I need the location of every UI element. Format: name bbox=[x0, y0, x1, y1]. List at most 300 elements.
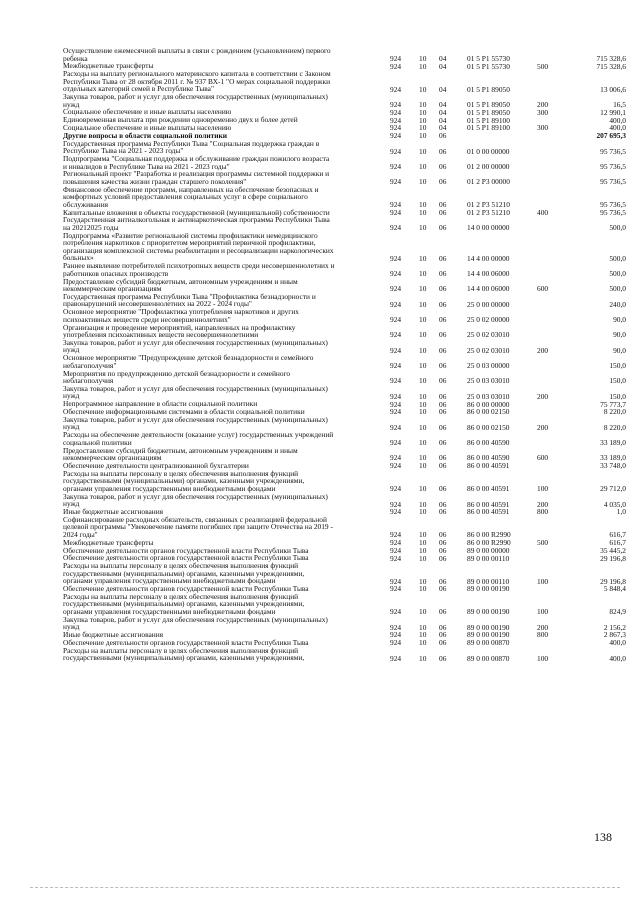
table-row bbox=[0, 293, 639, 308]
row-subsection-code: 06 bbox=[439, 530, 447, 540]
row-subsection-code: 06 bbox=[439, 207, 447, 217]
row-expense-type: 400 bbox=[537, 207, 549, 217]
row-section-code: 10 bbox=[419, 376, 427, 386]
row-subsection-code: 06 bbox=[439, 407, 447, 417]
row-ved-code: 924 bbox=[390, 638, 402, 648]
row-ved-code: 924 bbox=[390, 84, 402, 94]
row-amount: 400,0 bbox=[609, 653, 626, 663]
row-name: Закупка товаров, работ и услуг для обеспечения государственных (муниципальных) нужд bbox=[63, 414, 328, 432]
row-target-article: 89 0 00 00870 bbox=[467, 653, 510, 663]
row-target-article: 89 0 00 00870 bbox=[467, 638, 510, 648]
row-subsection-code: 06 bbox=[439, 131, 447, 141]
row-expense-type: 200 bbox=[537, 499, 549, 509]
row-target-article: 01 0 00 00000 bbox=[467, 146, 510, 156]
table-row bbox=[0, 186, 639, 209]
row-name: Мероприятия по предупреждению детской безнадзорности и семейного неблагополучия bbox=[63, 368, 291, 386]
row-ved-code: 924 bbox=[390, 269, 402, 278]
row-amount: 13 006,6 bbox=[600, 84, 626, 94]
row-ved-code: 924 bbox=[390, 330, 402, 340]
row-section-code: 10 bbox=[419, 330, 427, 340]
row-name: Закупка товаров, работ и услуг для обеспечения государственных (муниципальных) нужд bbox=[63, 383, 328, 401]
row-subsection-code: 06 bbox=[439, 607, 447, 617]
row-expense-type: 100 bbox=[537, 653, 549, 663]
row-subsection-code: 06 bbox=[439, 538, 447, 548]
row-subsection-code: 06 bbox=[439, 584, 447, 594]
row-target-article: 89 0 00 00190 bbox=[467, 630, 510, 640]
row-subsection-code: 04 bbox=[439, 123, 447, 133]
row-subsection-code: 06 bbox=[439, 653, 447, 663]
row-section-code: 10 bbox=[419, 269, 427, 278]
row-target-article: 01 2 P3 00000 bbox=[467, 177, 510, 187]
table-row bbox=[0, 324, 639, 339]
table-row bbox=[0, 493, 639, 508]
row-ved-code: 924 bbox=[390, 123, 402, 133]
row-section-code: 10 bbox=[419, 131, 427, 141]
row-name: Осуществление ежемесячной выплаты в связи с рождением (усыновлением) первого ребенка bbox=[63, 46, 331, 63]
row-target-article: 86 0 00 40591 bbox=[467, 507, 510, 517]
row-amount: 29 712,0 bbox=[600, 484, 626, 494]
row-amount: 2 156,2 bbox=[603, 622, 626, 632]
row-section-code: 10 bbox=[419, 553, 427, 563]
row-amount: 824,9 bbox=[609, 607, 626, 617]
row-target-article: 86 0 00 R2990 bbox=[467, 538, 511, 548]
row-section-code: 10 bbox=[419, 177, 427, 187]
row-ved-code: 924 bbox=[390, 538, 402, 548]
row-ved-code: 924 bbox=[390, 630, 402, 640]
row-section-code: 10 bbox=[419, 607, 427, 617]
row-name: Государственная антиалкогольная и антинаркотическая программа Республики Тыва на 20212025 годы bbox=[63, 215, 330, 232]
row-ved-code: 924 bbox=[390, 438, 402, 448]
row-expense-type: 200 bbox=[537, 422, 549, 432]
row-amount: 95 736,5 bbox=[600, 146, 626, 156]
row-amount: 715 328,6 bbox=[596, 61, 626, 71]
row-subsection-code: 06 bbox=[439, 223, 447, 233]
row-expense-type: 100 bbox=[537, 484, 549, 494]
row-ved-code: 924 bbox=[390, 584, 402, 594]
row-ved-code: 924 bbox=[390, 507, 402, 517]
row-name: Капитальные вложения в объекты государственной (муниципальной) собственности bbox=[63, 207, 330, 217]
row-target-article: 25 0 00 00000 bbox=[467, 299, 510, 309]
row-section-code: 10 bbox=[419, 146, 427, 156]
row-section-code: 10 bbox=[419, 438, 427, 448]
row-ved-code: 924 bbox=[390, 161, 402, 171]
row-section-code: 10 bbox=[419, 207, 427, 217]
row-subsection-code: 06 bbox=[439, 399, 447, 409]
table-row bbox=[0, 170, 639, 185]
row-name: Другие вопросы в области социальной политики bbox=[63, 130, 228, 140]
table-row bbox=[0, 516, 639, 539]
row-section-code: 10 bbox=[419, 538, 427, 548]
row-subsection-code: 04 bbox=[439, 84, 447, 94]
row-amount: 150,0 bbox=[609, 376, 626, 386]
row-section-code: 10 bbox=[419, 200, 427, 210]
row-subsection-code: 06 bbox=[439, 361, 447, 371]
row-section-code: 10 bbox=[419, 422, 427, 432]
row-amount: 715 328,6 bbox=[596, 53, 626, 63]
row-ved-code: 924 bbox=[390, 299, 402, 309]
table-row bbox=[0, 354, 639, 369]
row-amount: 35 445,2 bbox=[600, 545, 626, 555]
row-target-article: 25 0 03 00000 bbox=[467, 361, 510, 371]
row-section-code: 10 bbox=[419, 99, 427, 109]
row-name: Обеспечение деятельности органов государственной власти Республики Тыва bbox=[63, 553, 309, 563]
row-amount: 29 196,8 bbox=[600, 576, 626, 586]
row-target-article: 01 5 P1 89100 bbox=[467, 115, 510, 125]
row-ved-code: 924 bbox=[390, 53, 402, 63]
table-row bbox=[0, 370, 639, 385]
row-ved-code: 924 bbox=[390, 576, 402, 586]
row-ved-code: 924 bbox=[390, 453, 402, 463]
table-row bbox=[0, 416, 639, 431]
row-name: Закупка товаров, работ и услуг для обеспечения государственных (муниципальных) нужд bbox=[63, 337, 328, 355]
row-target-article: 89 0 00 00190 bbox=[467, 607, 510, 617]
row-target-article: 86 0 00 00000 bbox=[467, 399, 510, 409]
row-target-article: 01 2 P3 51210 bbox=[467, 200, 510, 210]
row-target-article: 01 5 P1 89050 bbox=[467, 99, 510, 109]
row-subsection-code: 06 bbox=[439, 422, 447, 432]
row-target-article: 01 2 P3 51210 bbox=[467, 207, 510, 217]
row-name: Предоставление субсидий бюджетным, автономным учреждениям и иным некоммерческим организациям bbox=[63, 445, 298, 463]
row-amount: 90,0 bbox=[613, 315, 626, 325]
row-ved-code: 924 bbox=[390, 607, 402, 617]
row-name: Региональный проект "Разработка и реализация программы системной поддержки и повышения качества жизни граждан старшего поколения" bbox=[63, 169, 330, 186]
row-subsection-code: 06 bbox=[439, 484, 447, 494]
row-expense-type: 200 bbox=[537, 622, 549, 632]
row-subsection-code: 06 bbox=[439, 576, 447, 586]
row-target-article: 14 4 00 00000 bbox=[467, 253, 510, 263]
row-subsection-code: 06 bbox=[439, 630, 447, 640]
row-name: Расходы на обеспечение деятельности (оказание услуг) государственных учреждений социальной политики bbox=[63, 430, 334, 447]
row-amount: 8 220,0 bbox=[603, 422, 626, 432]
row-name: Непрограммное направление в области социальной политики bbox=[63, 399, 258, 409]
row-name: Социальное обеспечение и иные выплаты населению bbox=[63, 107, 232, 117]
row-target-article: 86 0 00 40590 bbox=[467, 453, 510, 463]
row-amount: 33 189,0 bbox=[600, 438, 626, 448]
row-amount: 500,0 bbox=[609, 253, 626, 263]
row-ved-code: 924 bbox=[390, 315, 402, 325]
row-amount: 4 035,0 bbox=[603, 499, 626, 509]
row-subsection-code: 04 bbox=[439, 99, 447, 109]
row-ved-code: 924 bbox=[390, 61, 402, 71]
row-ved-code: 924 bbox=[390, 622, 402, 632]
table-row bbox=[0, 447, 639, 462]
table-row bbox=[0, 216, 639, 231]
row-name: Обеспечение деятельности централизованной бухгалтерии bbox=[63, 460, 249, 470]
row-subsection-code: 06 bbox=[439, 253, 447, 263]
row-name: Расходы на выплаты персоналу в целях обеспечения выполнения функций государственными (муниципальными) органами, казенными учреждениями, bbox=[63, 645, 305, 663]
row-section-code: 10 bbox=[419, 53, 427, 63]
table-row bbox=[0, 262, 639, 277]
row-ved-code: 924 bbox=[390, 391, 402, 401]
row-subsection-code: 06 bbox=[439, 553, 447, 563]
row-ved-code: 924 bbox=[390, 484, 402, 494]
row-name: Закупка товаров, работ и услуг для обеспечения государственных (муниципальных) нужд bbox=[63, 491, 328, 509]
row-ved-code: 924 bbox=[390, 461, 402, 471]
row-name: Раннее выявление потребителей психотропных веществ среди несовершеннолетних и работников опасных производств bbox=[63, 261, 335, 278]
row-ved-code: 924 bbox=[390, 200, 402, 210]
row-subsection-code: 06 bbox=[439, 638, 447, 648]
row-target-article: 86 0 00 40591 bbox=[467, 499, 510, 509]
row-target-article: 89 0 00 00110 bbox=[467, 576, 510, 586]
row-section-code: 10 bbox=[419, 284, 427, 294]
row-target-article: 89 0 00 00000 bbox=[467, 545, 510, 555]
row-amount: 16,5 bbox=[613, 99, 626, 109]
row-amount: 500,0 bbox=[609, 269, 626, 278]
row-expense-type: 600 bbox=[537, 284, 549, 294]
row-ved-code: 924 bbox=[390, 146, 402, 156]
row-section-code: 10 bbox=[419, 299, 427, 309]
row-ved-code: 924 bbox=[390, 131, 402, 141]
row-ved-code: 924 bbox=[390, 345, 402, 355]
table-row bbox=[0, 593, 639, 616]
row-amount: 5 848,4 bbox=[603, 584, 626, 594]
row-section-code: 10 bbox=[419, 638, 427, 648]
row-amount: 33 748,0 bbox=[600, 461, 626, 471]
row-expense-type: 100 bbox=[537, 576, 549, 586]
row-name: Софинансирование расходных обязательств, связанных с реализацией федеральной целевой программы "Увековечение памяти погибших при защите Отечества на 2019 - 2024 годы" bbox=[63, 514, 333, 539]
row-ved-code: 924 bbox=[390, 207, 402, 217]
row-name: Иные бюджетные ассигнования bbox=[63, 507, 164, 516]
row-subsection-code: 06 bbox=[439, 376, 447, 386]
row-amount: 95 736,5 bbox=[600, 161, 626, 171]
row-subsection-code: 06 bbox=[439, 438, 447, 448]
row-ved-code: 924 bbox=[390, 553, 402, 563]
row-section-code: 10 bbox=[419, 545, 427, 555]
row-expense-type: 100 bbox=[537, 607, 549, 617]
table-row bbox=[0, 616, 639, 631]
row-section-code: 10 bbox=[419, 584, 427, 594]
row-name: Расходы на выплаты персоналу в целях обеспечения выполнения функций государственными (муниципальными) органами, казенными учреждениями, органами управления государственными внебюджетными фондами bbox=[63, 591, 305, 616]
row-target-article: 25 0 03 03010 bbox=[467, 391, 510, 401]
row-amount: 12 990,1 bbox=[600, 107, 626, 117]
row-subsection-code: 04 bbox=[439, 61, 447, 71]
row-section-code: 10 bbox=[419, 499, 427, 509]
row-name: Социальное обеспечение и иные выплаты населению bbox=[63, 123, 232, 133]
row-ved-code: 924 bbox=[390, 361, 402, 371]
row-section-code: 10 bbox=[419, 345, 427, 355]
row-section-code: 10 bbox=[419, 84, 427, 94]
row-amount: 616,7 bbox=[609, 530, 626, 540]
row-target-article: 01 2 00 00000 bbox=[467, 161, 510, 171]
row-target-article: 25 0 02 03010 bbox=[467, 345, 510, 355]
row-target-article: 01 5 P1 55730 bbox=[467, 61, 510, 71]
row-name: Иные бюджетные ассигнования bbox=[63, 630, 164, 640]
row-name: Расходы на выплаты персоналу в целях обеспечения выполнения функций государственными (муниципальными) органами, казенными учреждениями, органами управления государственными внебюджетными фондами bbox=[63, 468, 305, 493]
row-amount: 207 695,3 bbox=[596, 131, 626, 141]
row-target-article: 86 0 00 02150 bbox=[467, 422, 510, 432]
row-section-code: 10 bbox=[419, 223, 427, 233]
table-row bbox=[0, 385, 639, 400]
row-expense-type: 300 bbox=[537, 107, 549, 117]
row-amount: 29 196,8 bbox=[600, 553, 626, 563]
row-section-code: 10 bbox=[419, 161, 427, 171]
row-subsection-code: 04 bbox=[439, 115, 447, 125]
row-expense-type: 200 bbox=[537, 99, 549, 109]
row-section-code: 10 bbox=[419, 407, 427, 417]
row-ved-code: 924 bbox=[390, 376, 402, 386]
row-section-code: 10 bbox=[419, 391, 427, 401]
row-target-article: 86 0 00 02150 bbox=[467, 407, 510, 417]
row-amount: 33 189,0 bbox=[600, 453, 626, 463]
row-ved-code: 924 bbox=[390, 407, 402, 417]
row-expense-type: 800 bbox=[537, 630, 549, 640]
row-subsection-code: 06 bbox=[439, 284, 447, 294]
row-subsection-code: 06 bbox=[439, 330, 447, 340]
row-ved-code: 924 bbox=[390, 530, 402, 540]
row-name: Государственная программа Республики Тыва "Профилактика безнадзорности и правонарушений несовершеннолетних на 2022 - 2024 годы" bbox=[63, 291, 316, 309]
row-name: Основное мероприятие "Профилактика употребления наркотиков и других психоактивных веществ среди несовершеннолетних" bbox=[63, 307, 299, 324]
row-section-code: 10 bbox=[419, 484, 427, 494]
row-subsection-code: 06 bbox=[439, 622, 447, 632]
table-row bbox=[0, 140, 639, 155]
row-amount: 95 736,5 bbox=[600, 207, 626, 217]
row-name: Расходы на выплату регионального материнского капитала в соответствии с Законом Республики Тыва от 28 октября 2011 г. № 937 ВХ-1 "О мерах социальной поддержки отдельных категорий семей в Республике Тыва" bbox=[63, 69, 331, 94]
budget-table bbox=[0, 47, 639, 662]
table-row bbox=[0, 339, 639, 354]
row-name: Государственная программа Республики Тыва "Социальная поддержка граждан в Республике Тыва на 2021 - 2023 годы" bbox=[63, 138, 320, 156]
row-name: Подпрограмма «Развитие региональной системы профилактики немедицинского потребления наркотиков с приоритетом мероприятий первичной профилактики, организация комплексной системы реабилитации и ресоциализации наркологических больных» bbox=[63, 230, 334, 263]
row-section-code: 10 bbox=[419, 253, 427, 263]
row-amount: 150,0 bbox=[609, 361, 626, 371]
row-expense-type: 800 bbox=[537, 507, 549, 517]
row-name: Финансовое обеспечение программ, направленных на обеспечение безопасных и комфортных условий предоставления социальных услуг в сфере социального обслуживания bbox=[63, 184, 319, 209]
row-expense-type: 200 bbox=[537, 391, 549, 401]
row-name: Обеспечение деятельности органов государственной власти Республики Тыва bbox=[63, 584, 309, 594]
row-subsection-code: 06 bbox=[439, 507, 447, 517]
table-row bbox=[0, 47, 639, 62]
row-section-code: 10 bbox=[419, 315, 427, 325]
row-section-code: 10 bbox=[419, 461, 427, 471]
row-ved-code: 924 bbox=[390, 284, 402, 294]
row-target-article: 25 0 02 00000 bbox=[467, 315, 510, 325]
row-target-article: 14 4 00 06000 bbox=[467, 284, 510, 294]
row-amount: 8 220,0 bbox=[603, 407, 626, 417]
row-expense-type: 200 bbox=[537, 345, 549, 355]
row-subsection-code: 06 bbox=[439, 269, 447, 278]
row-target-article: 14 4 00 06000 bbox=[467, 269, 510, 278]
row-subsection-code: 06 bbox=[439, 453, 447, 463]
row-name: Расходы на выплаты персоналу в целях обеспечения выполнения функций государственными (муниципальными) органами, казенными учреждениями, органами управления государственными внебюджетными фондами bbox=[63, 561, 305, 586]
row-section-code: 10 bbox=[419, 453, 427, 463]
row-name: Закупка товаров, работ и услуг для обеспечения государственных (муниципальных) нужд bbox=[63, 614, 328, 632]
row-amount: 400,0 bbox=[609, 123, 626, 133]
row-name: Обеспечение деятельности органов государственной власти Республики Тыва bbox=[63, 545, 309, 555]
row-target-article: 86 0 00 40590 bbox=[467, 438, 510, 448]
row-target-article: 86 0 00 R2990 bbox=[467, 530, 511, 540]
row-section-code: 10 bbox=[419, 507, 427, 517]
row-name: Предоставление субсидий бюджетным, автономным учреждениям и иным некоммерческим организациям bbox=[63, 276, 298, 293]
row-amount: 150,0 bbox=[609, 391, 626, 401]
row-subsection-code: 06 bbox=[439, 499, 447, 509]
row-ved-code: 924 bbox=[390, 545, 402, 555]
row-target-article: 89 0 00 00190 bbox=[467, 622, 510, 632]
row-amount: 500,0 bbox=[609, 223, 626, 233]
row-ved-code: 924 bbox=[390, 499, 402, 509]
row-subsection-code: 04 bbox=[439, 53, 447, 63]
row-ved-code: 924 bbox=[390, 399, 402, 409]
row-name: Обеспечение деятельности органов государственной власти Республики Тыва bbox=[63, 637, 309, 647]
row-subsection-code: 06 bbox=[439, 461, 447, 471]
row-name: Закупка товаров, работ и услуг для обеспечения государственных (муниципальных) нужд bbox=[63, 92, 328, 109]
row-ved-code: 924 bbox=[390, 253, 402, 263]
table-row bbox=[0, 647, 639, 662]
row-section-code: 10 bbox=[419, 622, 427, 632]
row-name: Организация и проведение мероприятий, направленных на профилактику употребления психоактивных веществ несовершеннолетними bbox=[63, 322, 296, 340]
row-section-code: 10 bbox=[419, 361, 427, 371]
row-target-article: 01 5 P1 89050 bbox=[467, 107, 510, 117]
row-subsection-code: 06 bbox=[439, 146, 447, 156]
row-ved-code: 924 bbox=[390, 223, 402, 233]
row-section-code: 10 bbox=[419, 630, 427, 640]
table-row bbox=[0, 470, 639, 493]
row-section-code: 10 bbox=[419, 399, 427, 409]
row-target-article: 89 0 00 00190 bbox=[467, 584, 510, 594]
scan-edge-line bbox=[30, 887, 620, 888]
row-expense-type: 600 bbox=[537, 453, 549, 463]
row-target-article: 01 5 P1 55730 bbox=[467, 53, 510, 63]
row-target-article: 25 0 02 03010 bbox=[467, 330, 510, 340]
row-subsection-code: 06 bbox=[439, 545, 447, 555]
table-row bbox=[0, 93, 639, 108]
table-row bbox=[0, 278, 639, 293]
row-section-code: 10 bbox=[419, 115, 427, 125]
row-target-article: 14 0 00 00000 bbox=[467, 223, 510, 233]
row-name: Подпрограмма "Социальная поддержка и обслуживание граждан пожилого возраста и инвалидов в Республике Тыва на 2021 - 2023 годы" bbox=[63, 154, 330, 171]
row-target-article: 25 0 03 03010 bbox=[467, 376, 510, 386]
row-subsection-code: 04 bbox=[439, 107, 447, 117]
row-subsection-code: 06 bbox=[439, 200, 447, 210]
page-number: 138 bbox=[594, 830, 612, 844]
row-section-code: 10 bbox=[419, 107, 427, 117]
table-row bbox=[0, 308, 639, 323]
row-name: Обеспечение информационными системами в области социальной политики bbox=[63, 407, 305, 417]
row-ved-code: 924 bbox=[390, 99, 402, 109]
row-ved-code: 924 bbox=[390, 107, 402, 117]
table-row bbox=[0, 155, 639, 170]
row-section-code: 10 bbox=[419, 576, 427, 586]
row-amount: 400,0 bbox=[609, 115, 626, 125]
row-expense-type: 500 bbox=[537, 61, 549, 71]
row-amount: 2 867,3 bbox=[603, 630, 626, 640]
row-amount: 95 736,5 bbox=[600, 177, 626, 187]
row-amount: 500,0 bbox=[609, 284, 626, 294]
row-ved-code: 924 bbox=[390, 177, 402, 187]
row-ved-code: 924 bbox=[390, 653, 402, 663]
row-target-article: 86 0 00 40591 bbox=[467, 484, 510, 494]
table-row bbox=[0, 232, 639, 262]
row-amount: 75 773,7 bbox=[600, 399, 626, 409]
row-amount: 95 736,5 bbox=[600, 200, 626, 210]
row-amount: 1,0 bbox=[616, 507, 626, 517]
row-amount: 90,0 bbox=[613, 345, 626, 355]
row-name: Основное мероприятие "Предупреждение детской безнадзорности и семейного неблагополучия" bbox=[63, 353, 314, 370]
row-name: Межбюджетные трансферты bbox=[63, 61, 154, 71]
row-section-code: 10 bbox=[419, 61, 427, 71]
row-target-article: 86 0 00 40591 bbox=[467, 461, 510, 471]
row-section-code: 10 bbox=[419, 123, 427, 133]
row-target-article: 89 0 00 00110 bbox=[467, 553, 510, 563]
row-amount: 90,0 bbox=[613, 330, 626, 340]
row-section-code: 10 bbox=[419, 653, 427, 663]
row-name: Межбюджетные трансферты bbox=[63, 537, 154, 547]
row-target-article: 01 5 P1 89100 bbox=[467, 123, 510, 133]
row-section-code: 10 bbox=[419, 530, 427, 540]
table-row bbox=[0, 431, 639, 446]
row-expense-type: 500 bbox=[537, 538, 549, 548]
row-expense-type: 300 bbox=[537, 123, 549, 133]
row-subsection-code: 06 bbox=[439, 391, 447, 401]
row-ved-code: 924 bbox=[390, 115, 402, 125]
